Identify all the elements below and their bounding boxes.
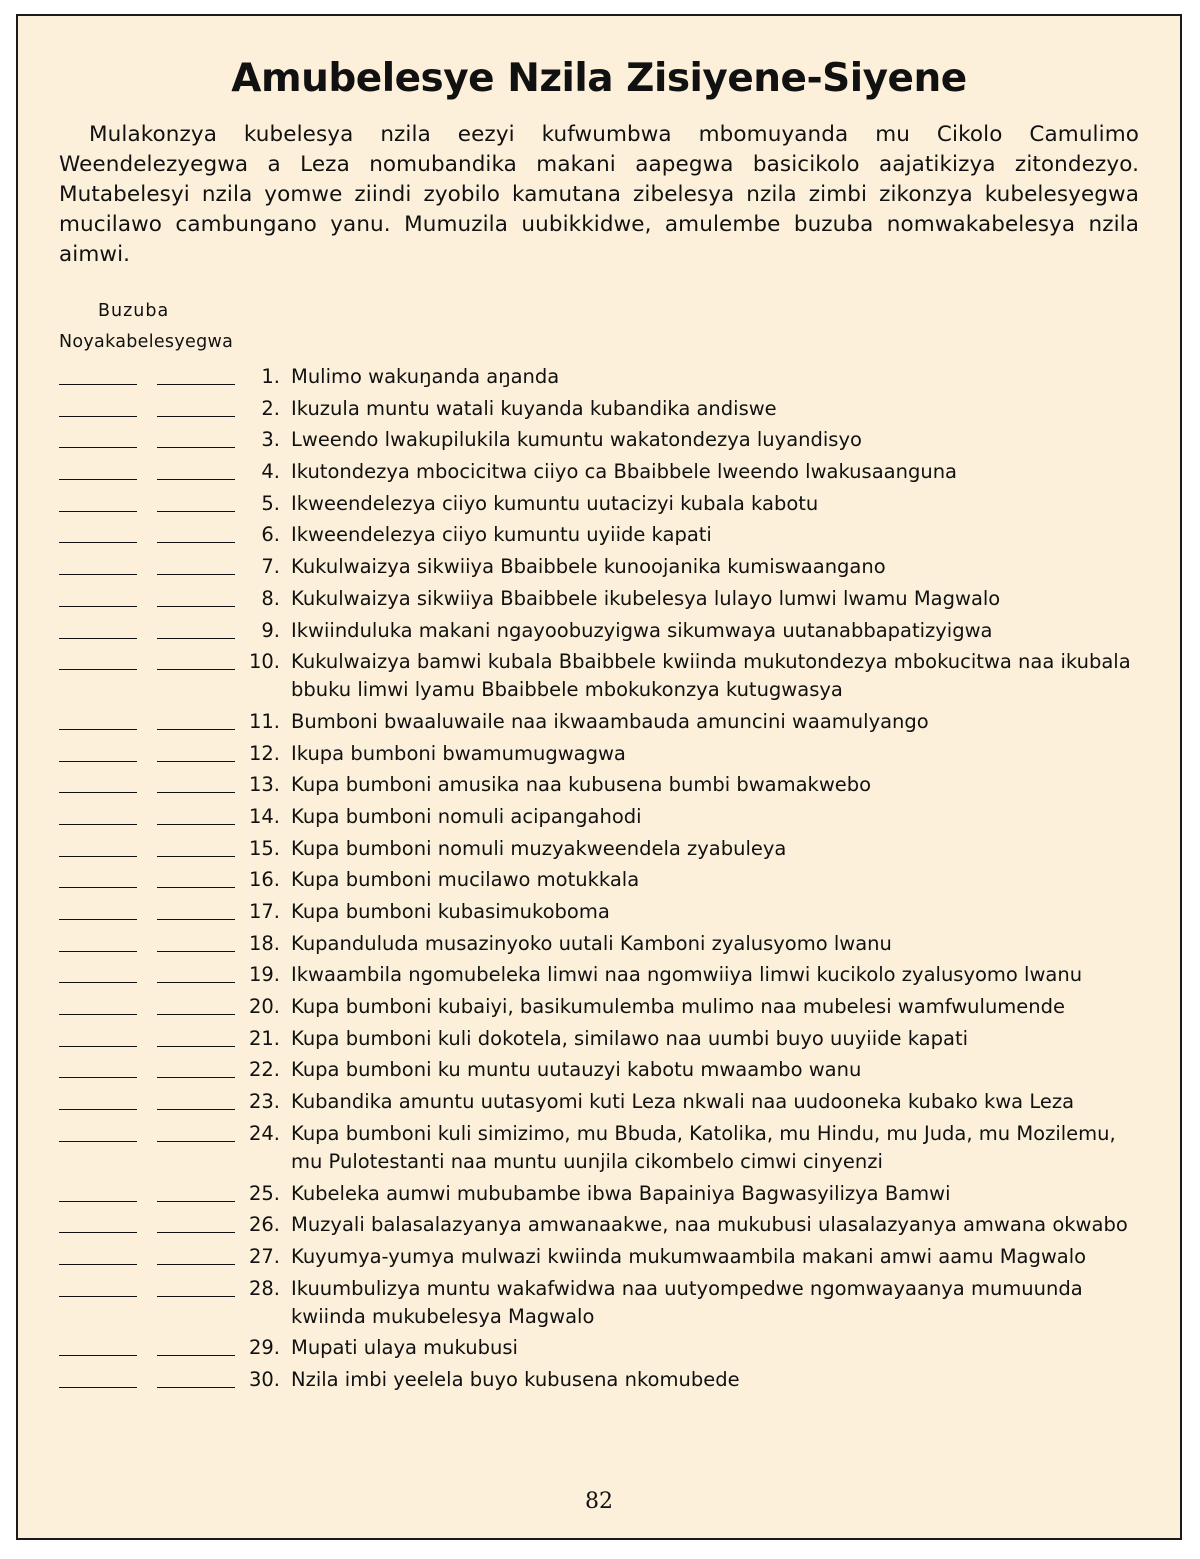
used-blank-line[interactable] — [157, 574, 235, 575]
item-number: 9. — [261, 618, 280, 642]
used-blank-line[interactable] — [157, 856, 235, 857]
list-item — [18, 993, 1184, 1025]
item-text: Ikwaambila ngomubeleka limwi naa ngomwiiya limwi kucikolo zyalusyomo lwanu — [291, 963, 1083, 987]
item-text: Bumboni bwaaluwaile naa ikwaambauda amuncini waamulyango — [291, 709, 929, 733]
list-item — [18, 740, 1184, 772]
list-item — [18, 1211, 1184, 1243]
used-blank-line[interactable] — [157, 919, 235, 920]
item-text: Kupa bumboni amusika naa kubusena bumbi bwamakwebo — [291, 773, 872, 797]
item-text: Ikweendelezya ciiyo kumuntu uutacizyi kubala kabotu — [291, 491, 819, 515]
item-text: Kubeleka aumwi mububambe ibwa Bapainiya Bagwasyilizya Bamwi — [291, 1181, 951, 1205]
date-blank-line[interactable] — [59, 856, 137, 857]
item-number: 26. — [248, 1213, 280, 1237]
list-item — [18, 585, 1184, 617]
used-blank-line[interactable] — [157, 542, 235, 543]
date-blank-line[interactable] — [59, 951, 137, 952]
item-number: 22. — [248, 1058, 280, 1082]
used-blank-line[interactable] — [157, 511, 235, 512]
date-blank-line[interactable] — [59, 761, 137, 762]
list-item — [18, 1243, 1184, 1275]
item-text: Kupa bumboni kubasimukoboma — [291, 900, 610, 923]
used-blank-line[interactable] — [157, 982, 235, 983]
item-number: 19. — [248, 963, 280, 987]
date-blank-line[interactable] — [59, 384, 137, 385]
used-blank-line[interactable] — [157, 479, 235, 480]
date-blank-line[interactable] — [59, 1232, 137, 1233]
used-blank-line[interactable] — [157, 1077, 235, 1078]
item-text: Ikupa bumboni bwamumugwagwa — [291, 741, 626, 765]
used-blank-line[interactable] — [157, 1014, 235, 1015]
item-number: 2. — [261, 396, 280, 420]
date-blank-line[interactable] — [59, 1264, 137, 1265]
list-item — [18, 458, 1184, 490]
item-text: Kupa bumboni mucilawo motukkala — [291, 868, 640, 892]
date-blank-line[interactable] — [59, 511, 137, 512]
date-blank-line[interactable] — [59, 1109, 137, 1110]
item-number: 1. — [261, 365, 280, 388]
list-item — [18, 553, 1184, 585]
list-item — [18, 1334, 1184, 1366]
used-blank-line[interactable] — [157, 1264, 235, 1265]
date-blank-line[interactable] — [59, 606, 137, 607]
date-blank-line[interactable] — [59, 416, 137, 417]
item-text: Kupa bumboni kuli dokotela, similawo naa uumbi buyo uuyiide kapati — [291, 1026, 969, 1050]
item-text: Kupa bumboni kubaiyi, basikumulemba mulimo naa mubelesi wamfwulumende — [291, 995, 1066, 1019]
date-blank-line[interactable] — [59, 792, 137, 793]
item-text: Ikuzula muntu watali kuyanda kubandika andiswe — [291, 396, 777, 420]
item-number: 21. — [248, 1026, 280, 1050]
used-blank-line[interactable] — [157, 1141, 235, 1142]
list-item — [18, 803, 1184, 835]
page-title: Amubelesye Nzila Zisiyene-Siyene — [231, 56, 967, 101]
date-blank-line[interactable] — [59, 1387, 137, 1388]
item-number: 20. — [248, 995, 280, 1019]
item-number: 17. — [248, 900, 280, 923]
used-blank-line[interactable] — [157, 416, 235, 417]
list-item — [18, 490, 1184, 522]
date-blank-line[interactable] — [59, 447, 137, 448]
item-number: 6. — [261, 523, 280, 547]
item-text: Kuyumya-yumya mulwazi kwiinda mukumwaambila makani amwi aamu Magwalo — [291, 1244, 1087, 1268]
used-blank-line[interactable] — [157, 1046, 235, 1047]
item-text: Muzyali balasalazyanya amwanaakwe, naa mukubusi ulasalazyanya amwana okwabo — [291, 1213, 1128, 1237]
date-blank-line[interactable] — [59, 1201, 137, 1202]
used-blank-line[interactable] — [157, 1296, 235, 1297]
item-number: 25. — [248, 1181, 280, 1205]
item-text: Kukulwaizya sikwiiya Bbaibbele ikubelesya lulayo lumwi lwamu Magwalo — [291, 586, 1001, 610]
item-text: Kukulwaizya sikwiiya Bbaibbele kunoojanika kumiswaangano — [291, 555, 886, 579]
list-item — [18, 1088, 1184, 1120]
used-blank-line[interactable] — [157, 384, 235, 385]
column-header-used: Noyakabelesyegwa — [59, 332, 234, 352]
used-blank-line[interactable] — [157, 951, 235, 952]
item-text: Mupati ulaya mukubusi — [291, 1336, 518, 1360]
date-blank-line[interactable] — [59, 1141, 137, 1142]
list-item — [18, 648, 1184, 708]
list-item — [18, 898, 1184, 930]
item-number: 28. — [248, 1276, 280, 1300]
item-number: 15. — [248, 836, 280, 860]
item-text: Kupa bumboni nomuli acipangahodi — [291, 804, 642, 828]
list-item — [18, 1275, 1184, 1335]
worksheet-page — [16, 14, 1182, 1540]
used-blank-line[interactable] — [157, 887, 235, 888]
item-text: Ikutondezya mbocicitwa ciiyo ca Bbaibbele lweendo lwakusaanguna — [291, 460, 957, 484]
used-blank-line[interactable] — [157, 1355, 235, 1356]
date-blank-line[interactable] — [59, 919, 137, 920]
list-item — [18, 363, 1184, 395]
item-number: 5. — [261, 491, 280, 515]
date-blank-line[interactable] — [59, 729, 137, 730]
item-text: Lweendo lwakupilukila kumuntu wakatondezya luyandisyo — [291, 428, 862, 452]
list-item — [18, 1366, 1184, 1398]
date-blank-line[interactable] — [59, 1296, 137, 1297]
list-item — [18, 708, 1184, 740]
list-item — [18, 617, 1184, 649]
item-text: Ikweendelezya ciiyo kumuntu uyiide kapati — [291, 523, 712, 547]
item-number: 11. — [248, 709, 280, 733]
item-number: 12. — [248, 741, 280, 765]
date-blank-line[interactable] — [59, 479, 137, 480]
used-blank-line[interactable] — [157, 606, 235, 607]
date-blank-line[interactable] — [59, 1355, 137, 1356]
list-item — [18, 835, 1184, 867]
item-number: 3. — [261, 428, 280, 452]
item-number: 7. — [261, 555, 280, 579]
item-number: 29. — [248, 1336, 280, 1360]
used-blank-line[interactable] — [157, 1387, 235, 1388]
date-blank-line[interactable] — [59, 1046, 137, 1047]
column-header-date: Buzuba — [98, 301, 170, 321]
list-item — [18, 1120, 1184, 1180]
item-number: 10. — [248, 650, 280, 674]
item-number: 4. — [261, 460, 280, 484]
list-item — [18, 1056, 1184, 1088]
used-blank-line[interactable] — [157, 1109, 235, 1110]
item-text: Kupa bumboni kuli simizimo, mu Bbuda, Katolika, mu Hindu, mu Juda, mu Mozilemu, mu Pulotestanti naa muntu uunjila cikombelo cimwi cinyenzi — [291, 1121, 1116, 1173]
list-item — [18, 771, 1184, 803]
date-blank-line[interactable] — [59, 542, 137, 543]
method-list — [18, 363, 1184, 1398]
date-blank-line[interactable] — [59, 982, 137, 983]
list-item — [18, 961, 1184, 993]
date-blank-line[interactable] — [59, 638, 137, 639]
used-blank-line[interactable] — [157, 761, 235, 762]
used-blank-line[interactable] — [157, 1201, 235, 1202]
item-text: Nzila imbi yeelela buyo kubusena nkomubede — [291, 1367, 740, 1391]
item-number: 13. — [248, 773, 280, 797]
item-number: 18. — [248, 931, 280, 955]
item-text: Kupa bumboni nomuli muzyakweendela zyabuleya — [291, 836, 787, 860]
date-blank-line[interactable] — [59, 669, 137, 670]
item-text: Kupanduluda musazinyoko uutali Kamboni zyalusyomo lwanu — [291, 931, 892, 955]
used-blank-line[interactable] — [157, 638, 235, 639]
item-number: 14. — [248, 804, 280, 828]
item-number: 24. — [248, 1121, 280, 1145]
item-text: Kupa bumboni ku muntu uutauzyi kabotu mwaambo wanu — [291, 1058, 862, 1082]
used-blank-line[interactable] — [157, 1232, 235, 1233]
item-number: 8. — [261, 586, 280, 610]
list-item — [18, 521, 1184, 553]
item-text: Ikwiinduluka makani ngayoobuzyigwa sikumwaya uutanabbapatizyigwa — [291, 618, 993, 642]
used-blank-line[interactable] — [157, 447, 235, 448]
item-number: 30. — [248, 1367, 280, 1391]
list-item — [18, 1025, 1184, 1057]
list-item — [18, 426, 1184, 458]
list-item — [18, 866, 1184, 898]
item-number: 16. — [248, 868, 280, 892]
date-blank-line[interactable] — [59, 1014, 137, 1015]
used-blank-line[interactable] — [157, 824, 235, 825]
item-number: 23. — [248, 1090, 280, 1114]
item-text: Kubandika amuntu uutasyomi kuti Leza nkwali naa uudooneka kubako kwa Leza — [291, 1090, 1075, 1114]
used-blank-line[interactable] — [157, 792, 235, 793]
page-number: 82 — [585, 1489, 613, 1514]
date-blank-line[interactable] — [59, 574, 137, 575]
list-item — [18, 395, 1184, 427]
used-blank-line[interactable] — [157, 669, 235, 670]
used-blank-line[interactable] — [157, 729, 235, 730]
intro-paragraph: Mulakonzya kubelesya nzila eezyi kufwumbwa mbomuyanda mu Cikolo Camulimo Weendelezyegwa a Leza nomubandika makani aapegwa basicikolo aajatikizya zitondezyo. Mutabelesyi nzila yomwe ziindi zyobilo kamutana zibelesya nzila zimbi zikonzya kubelesyegwa mucilawo cambungano yanu. Mumuzila uubikkidwe, amulembe buzuba nomwakabelesya nzila aimwi. — [59, 122, 1139, 267]
item-text: Mulimo wakuŋanda aŋanda — [291, 365, 560, 388]
item-text: Ikuumbulizya muntu wakafwidwa naa uutyompedwe ngomwayaanya mumuunda kwiinda mukubelesya Magwalo — [291, 1276, 1083, 1328]
date-blank-line[interactable] — [59, 1077, 137, 1078]
list-item — [18, 1180, 1184, 1212]
item-text: Kukulwaizya bamwi kubala Bbaibbele kwiinda mukutondezya mbokucitwa naa ikubala bbuku limwi lyamu Bbaibbele mbokukonzya kutugwasya — [291, 650, 1131, 702]
item-number: 27. — [248, 1244, 280, 1268]
date-blank-line[interactable] — [59, 824, 137, 825]
date-blank-line[interactable] — [59, 887, 137, 888]
list-item — [18, 930, 1184, 962]
